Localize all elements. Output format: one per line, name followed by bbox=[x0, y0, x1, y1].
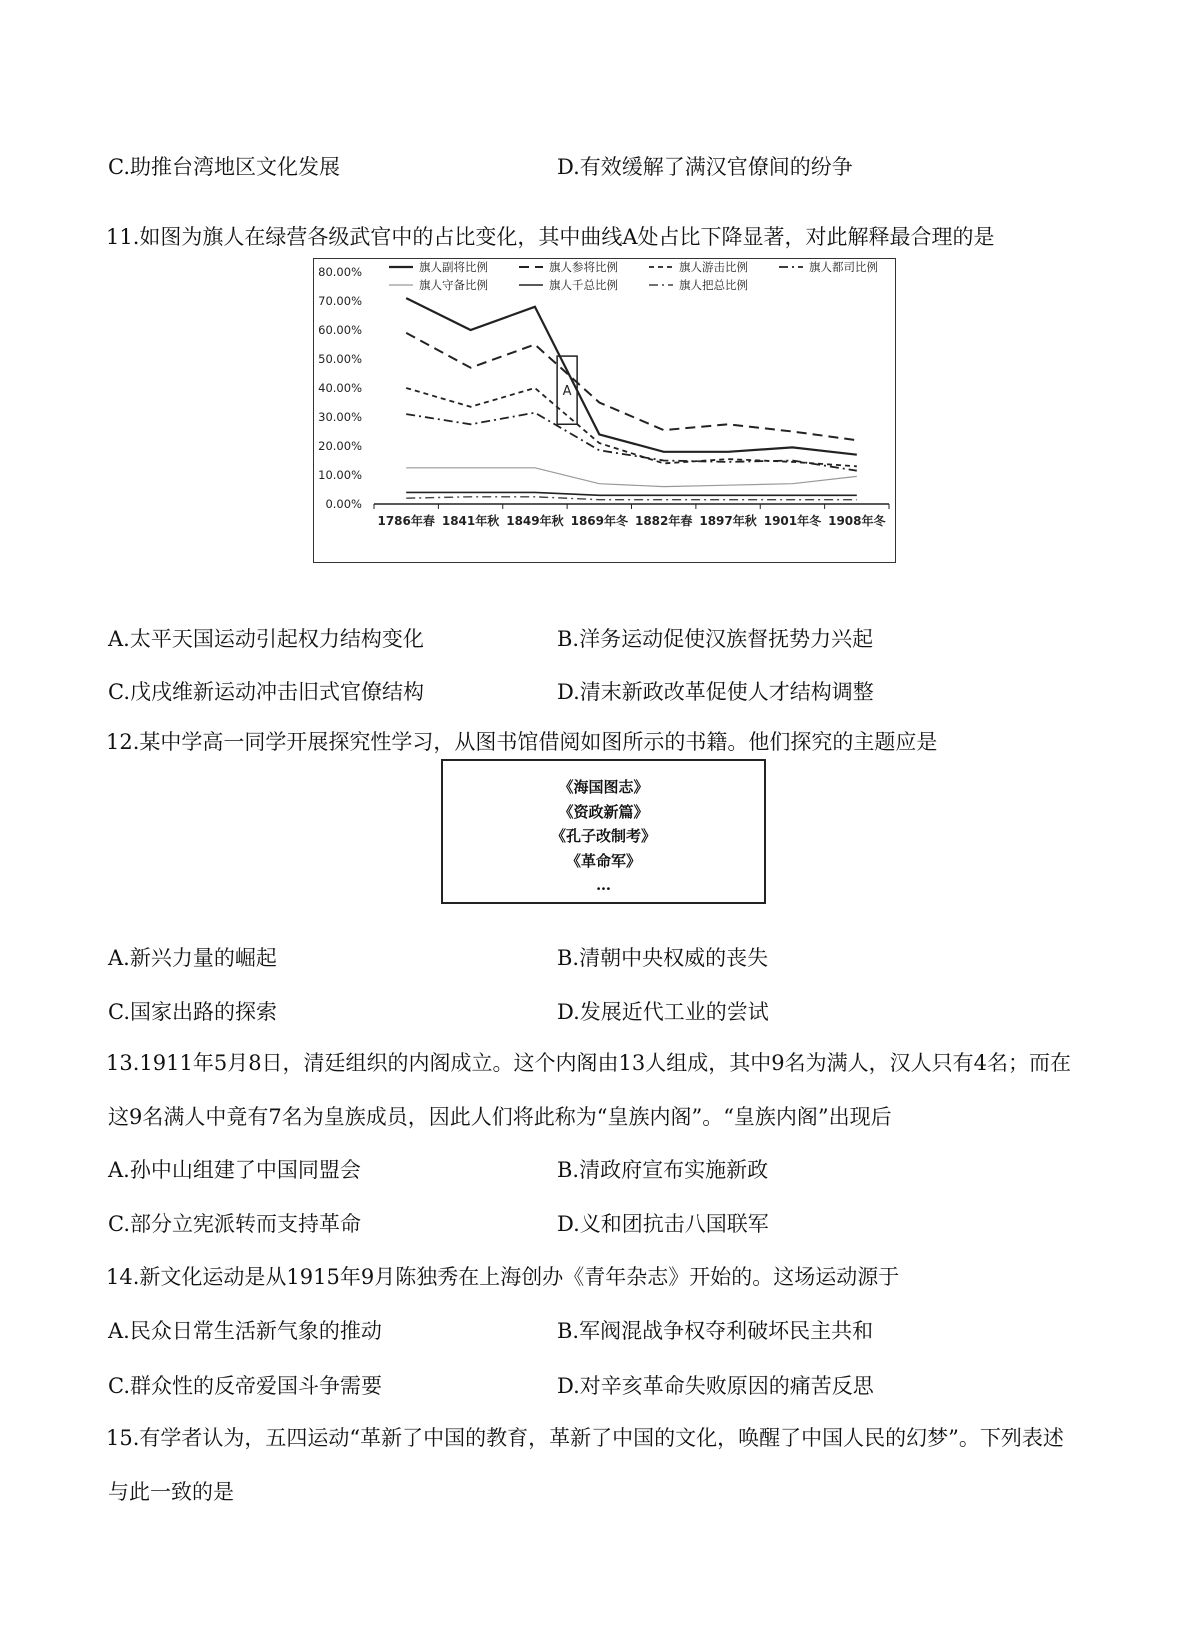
q13-option-b: B.清政府宣布实施新政 bbox=[557, 1158, 769, 1182]
x-tick-label: 1897年秋 bbox=[699, 514, 757, 528]
x-tick-label: 1882年春 bbox=[634, 514, 693, 528]
y-tick-label: 80.00% bbox=[318, 265, 362, 279]
book-title: 《资政新篇》 bbox=[558, 802, 649, 821]
legend-label: 旗人把总比例 bbox=[679, 278, 748, 292]
q13-option-d: D.义和团抗击八国联军 bbox=[557, 1212, 769, 1236]
book-list-box bbox=[441, 759, 766, 904]
x-tick-label: 1869年冬 bbox=[570, 514, 629, 528]
q11-option-b: B.洋务运动促使汉族督抚势力兴起 bbox=[557, 627, 874, 651]
y-tick-label: 70.00% bbox=[318, 294, 362, 308]
q11-line-chart bbox=[313, 258, 896, 563]
y-tick-label: 40.00% bbox=[318, 381, 362, 395]
q15-stem-line2: 与此一致的是 bbox=[108, 1480, 234, 1504]
q11-stem: 11.如图为旗人在绿营各级武官中的占比变化，其中曲线A处占比下降显著，对此解释最合理的是 bbox=[106, 225, 995, 249]
y-tick-label: 50.00% bbox=[318, 352, 362, 366]
q11-option-d: D.清末新政改革促使人才结构调整 bbox=[557, 680, 874, 704]
q12-option-d: D.发展近代工业的尝试 bbox=[557, 1000, 769, 1024]
x-tick-label: 1786年春 bbox=[377, 514, 435, 528]
annotation-label: A bbox=[562, 384, 572, 400]
q14-option-a: A.民众日常生活新气象的推动 bbox=[108, 1319, 382, 1343]
q12-option-c: C.国家出路的探索 bbox=[108, 1000, 277, 1024]
q14-option-c: C.群众性的反帝爱国斗争需要 bbox=[108, 1374, 382, 1398]
x-tick-label: 1841年秋 bbox=[441, 514, 500, 528]
series-line bbox=[406, 333, 857, 440]
x-tick-label: 1901年冬 bbox=[763, 514, 822, 528]
series-line bbox=[406, 492, 857, 495]
q10-option-c: C.助推台湾地区文化发展 bbox=[108, 155, 340, 179]
series-line bbox=[406, 413, 857, 471]
series-line bbox=[406, 497, 857, 500]
x-tick-label: 1849年秋 bbox=[506, 514, 564, 528]
q11-option-a: A.太平天国运动引起权力结构变化 bbox=[108, 627, 424, 651]
y-tick-label: 10.00% bbox=[318, 468, 362, 482]
book-title: 《革命军》 bbox=[565, 851, 641, 870]
series-line bbox=[406, 468, 857, 487]
q13-option-a: A.孙中山组建了中国同盟会 bbox=[108, 1158, 361, 1182]
legend-label: 旗人都司比例 bbox=[809, 260, 878, 274]
book-ellipsis: … bbox=[596, 876, 611, 894]
series-line bbox=[406, 388, 857, 466]
q12-option-a: A.新兴力量的崛起 bbox=[108, 946, 277, 970]
x-tick-label: 1908年冬 bbox=[828, 514, 886, 528]
q15-stem-line1: 15.有学者认为，五四运动“革新了中国的教育，革新了中国的文化，唤醒了中国人民的幻梦”。下列表述 bbox=[106, 1426, 1064, 1450]
y-tick-label: 20.00% bbox=[318, 439, 362, 453]
y-tick-label: 0.00% bbox=[325, 497, 362, 511]
q11-option-c: C.戊戌维新运动冲击旧式官僚结构 bbox=[108, 680, 424, 704]
q14-option-d: D.对辛亥革命失败原因的痛苦反思 bbox=[557, 1374, 874, 1398]
q14-stem: 14.新文化运动是从1915年9月陈独秀在上海创办《青年杂志》开始的。这场运动源于 bbox=[106, 1265, 900, 1289]
book-title: 《海国图志》 bbox=[558, 778, 649, 796]
legend-label: 旗人游击比例 bbox=[679, 260, 748, 274]
legend-label: 旗人守备比例 bbox=[419, 278, 488, 292]
q13-option-c: C.部分立宪派转而支持革命 bbox=[108, 1212, 361, 1236]
q12-option-b: B.清朝中央权威的丧失 bbox=[557, 946, 769, 970]
q14-option-b: B.军阀混战争权夺利破坏民主共和 bbox=[557, 1319, 874, 1343]
legend-label: 旗人副将比例 bbox=[419, 260, 488, 274]
legend-label: 旗人参将比例 bbox=[549, 260, 618, 274]
y-tick-label: 30.00% bbox=[318, 410, 362, 424]
legend-label: 旗人千总比例 bbox=[549, 278, 618, 292]
q12-stem: 12.某中学高一同学开展探究性学习，从图书馆借阅如图所示的书籍。他们探究的主题应是 bbox=[106, 730, 938, 754]
q10-option-d: D.有效缓解了满汉官僚间的纷争 bbox=[557, 155, 853, 179]
q13-stem-line2: 这9名满人中竟有7名为皇族成员，因此人们将此称为“皇族内阁”。“皇族内阁”出现后 bbox=[108, 1105, 892, 1129]
q13-stem-line1: 13.1911年5月8日，清廷组织的内阁成立。这个内阁由13人组成，其中9名为满人，汉人只有4名；而在 bbox=[106, 1051, 1072, 1075]
book-title: 《孔子改制考》 bbox=[550, 827, 656, 845]
y-tick-label: 60.00% bbox=[318, 323, 362, 337]
